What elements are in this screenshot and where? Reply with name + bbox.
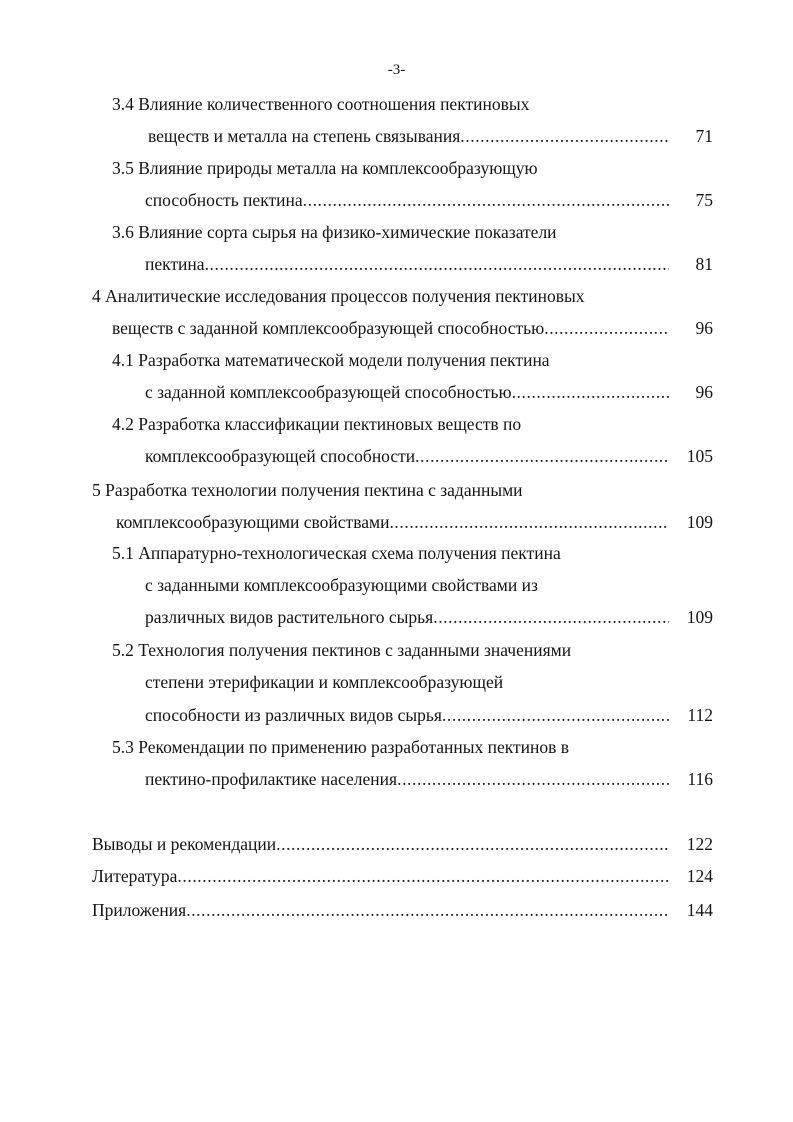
toc-heading-3-5: 3.5 Влияние природы металла на комплексообразующую bbox=[112, 158, 538, 178]
leader-dots bbox=[433, 605, 669, 629]
leader-dots bbox=[442, 703, 669, 727]
toc-heading-5-1: 5.1 Аппаратурно-технологическая схема получения пектина bbox=[112, 543, 561, 563]
toc-entry-4 bbox=[112, 316, 713, 340]
toc-entry-5-1 bbox=[145, 605, 713, 629]
toc-page-number: 109 bbox=[686, 607, 713, 627]
toc-entry-text: различных видов растительного сырья bbox=[145, 607, 434, 627]
toc-page-number: 144 bbox=[686, 900, 713, 920]
toc-heading-5-2: 5.2 Технология получения пектинов с заданными значениями bbox=[112, 640, 572, 660]
toc-heading-3-4: 3.4 Влияние количественного соотношения пектиновых bbox=[112, 94, 530, 114]
leader-dots bbox=[177, 864, 669, 888]
toc-entry-text: комплексообразующими свойствами bbox=[116, 512, 390, 532]
page-number: -3- bbox=[387, 62, 406, 78]
toc-page-number: 75 bbox=[695, 190, 713, 210]
toc-heading-4: 4 Аналитические исследования процессов получения пектиновых bbox=[92, 286, 585, 306]
toc-entry-text: Литература bbox=[92, 866, 178, 886]
toc-page-number: 124 bbox=[686, 866, 713, 886]
toc-page-number: 122 bbox=[686, 834, 713, 854]
toc-entry-4-1 bbox=[145, 380, 713, 404]
toc-entry-text: с заданной комплексообразующей способностью bbox=[145, 382, 512, 402]
toc-entry-text: Выводы и рекомендации bbox=[92, 834, 277, 854]
leader-dots bbox=[186, 898, 669, 922]
leader-dots bbox=[389, 510, 669, 534]
toc-page-number: 105 bbox=[686, 446, 713, 466]
toc-page-number: 71 bbox=[695, 126, 713, 146]
leader-dots bbox=[460, 124, 669, 148]
toc-heading-3-6: 3.6 Влияние сорта сырья на физико-химические показатели bbox=[112, 222, 557, 242]
toc-entry-literature bbox=[92, 864, 713, 888]
toc-entry-text: пектина bbox=[145, 254, 205, 274]
toc-heading-5-2-line2: степени этерификации и комплексообразующей bbox=[145, 672, 504, 692]
toc-page-number: 96 bbox=[695, 382, 713, 402]
toc-entry-3-4 bbox=[148, 124, 713, 148]
toc-entry-5-2 bbox=[145, 703, 713, 727]
toc-entry-4-2 bbox=[145, 444, 713, 468]
toc-entry-appendices bbox=[92, 898, 713, 922]
leader-dots bbox=[205, 252, 669, 276]
toc-entry-text: веществ с заданной комплексообразующей способностью bbox=[112, 318, 545, 338]
toc-entry-text: комплексообразующей способности bbox=[145, 446, 416, 466]
leader-dots bbox=[415, 444, 669, 468]
toc-page-number: 81 bbox=[695, 254, 713, 274]
toc-entry-text: Приложения bbox=[92, 900, 187, 920]
toc-entry-conclusions bbox=[92, 832, 713, 856]
toc-entry-3-6 bbox=[145, 252, 713, 276]
leader-dots bbox=[276, 832, 669, 856]
toc-entry-5-3 bbox=[145, 767, 713, 791]
toc-entry-text: способность пектина bbox=[145, 190, 303, 210]
leader-dots bbox=[512, 380, 669, 404]
toc-heading-5: 5 Разработка технологии получения пектина с заданными bbox=[92, 480, 523, 500]
toc-entry-text: веществ и металла на степень связывания bbox=[148, 126, 461, 146]
leader-dots bbox=[397, 767, 669, 791]
toc-heading-5-3: 5.3 Рекомендации по применению разработанных пектинов в bbox=[112, 737, 570, 757]
toc-heading-4-2: 4.2 Разработка классификации пектиновых веществ по bbox=[112, 414, 522, 434]
toc-entry-5 bbox=[116, 510, 713, 534]
toc-page-number: 96 bbox=[695, 318, 713, 338]
toc-page-number: 116 bbox=[687, 769, 713, 789]
leader-dots bbox=[303, 188, 669, 212]
leader-dots bbox=[544, 316, 669, 340]
toc-heading-4-1: 4.1 Разработка математической модели получения пектина bbox=[112, 350, 550, 370]
toc-entry-text: способности из различных видов сырья bbox=[145, 705, 442, 725]
toc-entry-text: пектино-профилактике населения bbox=[145, 769, 398, 789]
toc-entry-3-5 bbox=[145, 188, 713, 212]
toc-heading-5-1-line2: с заданными комплексообразующими свойствами из bbox=[145, 575, 538, 595]
toc-page-number: 109 bbox=[686, 512, 713, 532]
toc-page-number: 112 bbox=[687, 705, 713, 725]
